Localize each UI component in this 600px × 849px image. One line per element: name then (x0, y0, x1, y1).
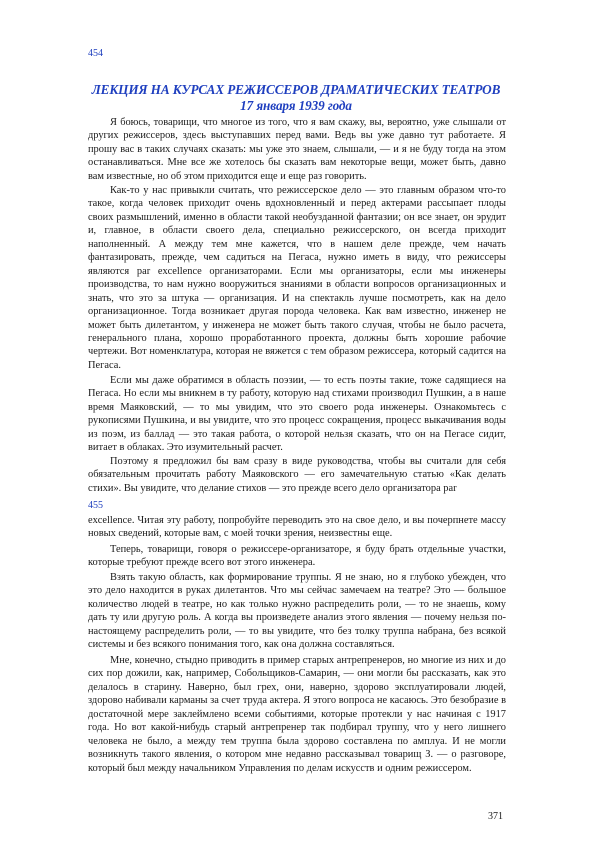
paragraph: Если мы даже обратимся в область поэзии, — то есть поэты такие, тоже садящиеся на Пегаса. Но если мы вникнем в ту работу, которую над стихами производил Пушкин, а в наше время Маяковский, — то мы увидим, что это своего рода инженеры. Ознакомьтесь с рукописями Пушкина, и вы увидите, что это процесс сокращения, процесс выкачивания воды из поэм, из баллад — это такая работа, о которой нельзя сказать, что он на Пегасе сидит, витает в облаках. Это изумительный расчет. (88, 375, 506, 454)
heading-date: 17 января 1939 года (240, 98, 352, 113)
paragraph: Я боюсь, товарищи, что многое из того, что я вам скажу, вы, вероятно, уже слышали от других режиссеров, здесь выступавших перед вами. Ведь вы уже давно тут работаете. Я прошу вас в таких случаях сказать: мы уже это знаем, слышали, — и я не буду тогда на этом останавливаться. Мне все же хотелось бы сказать вам некоторые вещи, может быть, давно вам известные, но об этом приходится еще и еще раз говорить. (88, 117, 506, 182)
page-number-inline: 455 (88, 500, 103, 511)
folio-page-number: 371 (488, 811, 503, 822)
page-number-top: 454 (88, 48, 103, 59)
paragraph: Как-то у нас привыкли считать, что режиссерское дело — это главным образом что-то такое, когда человек приходит очень вдохновленный и перед актерами рассыпает плоды своих размышлений, именно в области такой необузданной фантазии; он все знает, он эрудит и, главное, в области своего дела, специально режиссерского, он всегда приходит наполненный. А между тем мне кажется, что в нашем деле прежде, чем начать фантазировать, прежде, чем садиться на Пегаса, нужно иметь в виду, что режиссеры являются par excellence организаторами. Если мы организаторы, если мы инженеры производства, то нам нужно вооружиться знаниями в области вопросов организационных и знать, что это за штука — организация. И на спектакль лучше посмотреть, как на дело организационное. Тогда возникает другая порода человека. Как вам известно, инженер не может быть дилетантом, у инженера не может быть такого случая, чтобы не было расчета, генерального плана, хорошо проработанного проекта, должны быть хорошие рабочие чертежи. Вот номенклатура, которая не вяжется с тем образом режиссера, который садится на Пегаса. (88, 185, 506, 371)
heading-title: ЛЕКЦИЯ НА КУРСАХ РЕЖИССЕРОВ ДРАМАТИЧЕСКИХ ТЕАТРОВ (91, 82, 501, 97)
paragraph: Взять такую область, как формирование труппы. Я не знаю, но я глубоко убежден, что это дело находится в руках дилетантов. Что мы сейчас замечаем на театре? Это — большое количество людей в театре, но как только нужно распределить роли, — то не знаешь, кому дать ту или другую роль. А когда вы произведете анализ этого явления — почему нельзя по-настоящему распределить роли, — то вы увидите, что без толку труппа набрана, без всякой системы и без всякого понимания того, как она должна составляться. (88, 572, 506, 651)
paragraph: excellence. Читая эту работу, попробуйте переводить это на свое дело, и вы почерпнете массу новых сведений, которые вам, с моей точки зрения, неизвестны еще. (88, 515, 506, 540)
paragraph: Мне, конечно, стыдно приводить в пример старых антрепренеров, но многие из них и до сих пор дожили, как, например, Собольщиков-Самарин, — они могли бы рассказать, как это делалось в старину. Наверно, был грех, они, наверно, здорово эксплуатировали людей, здорово набивали карманы за счет труда актера. Я этого вопроса не касаюсь. Это безобразие в достаточной мере заклеймлено всеми событиями, которые протекли у нас начиная с 1917 года. Но вот какой-нибудь старый антрепренер так подбирал труппу, что у него лишнего человека не было, а между тем труппа была здорово составлена по амплуа. И не могли возникнуть такого явления, о котором мне недавно рассказывал товарищ З. — о разговоре, который был между начальником Управления по делам искусств и одним режиссером. (88, 655, 506, 774)
paragraph: Теперь, товарищи, говоря о режиссере-организаторе, я буду брать отдельные участки, которые требуют прежде всего вот этого инженера. (88, 544, 506, 569)
paragraph: Поэтому я предложил бы вам сразу в виде руководства, чтобы вы считали для себя обязательным прочитать работу Маяковского — его замечательную статью «Как делать стихи». Вы увидите, что делание стихов — это прежде всего дело организатора par (88, 456, 506, 494)
